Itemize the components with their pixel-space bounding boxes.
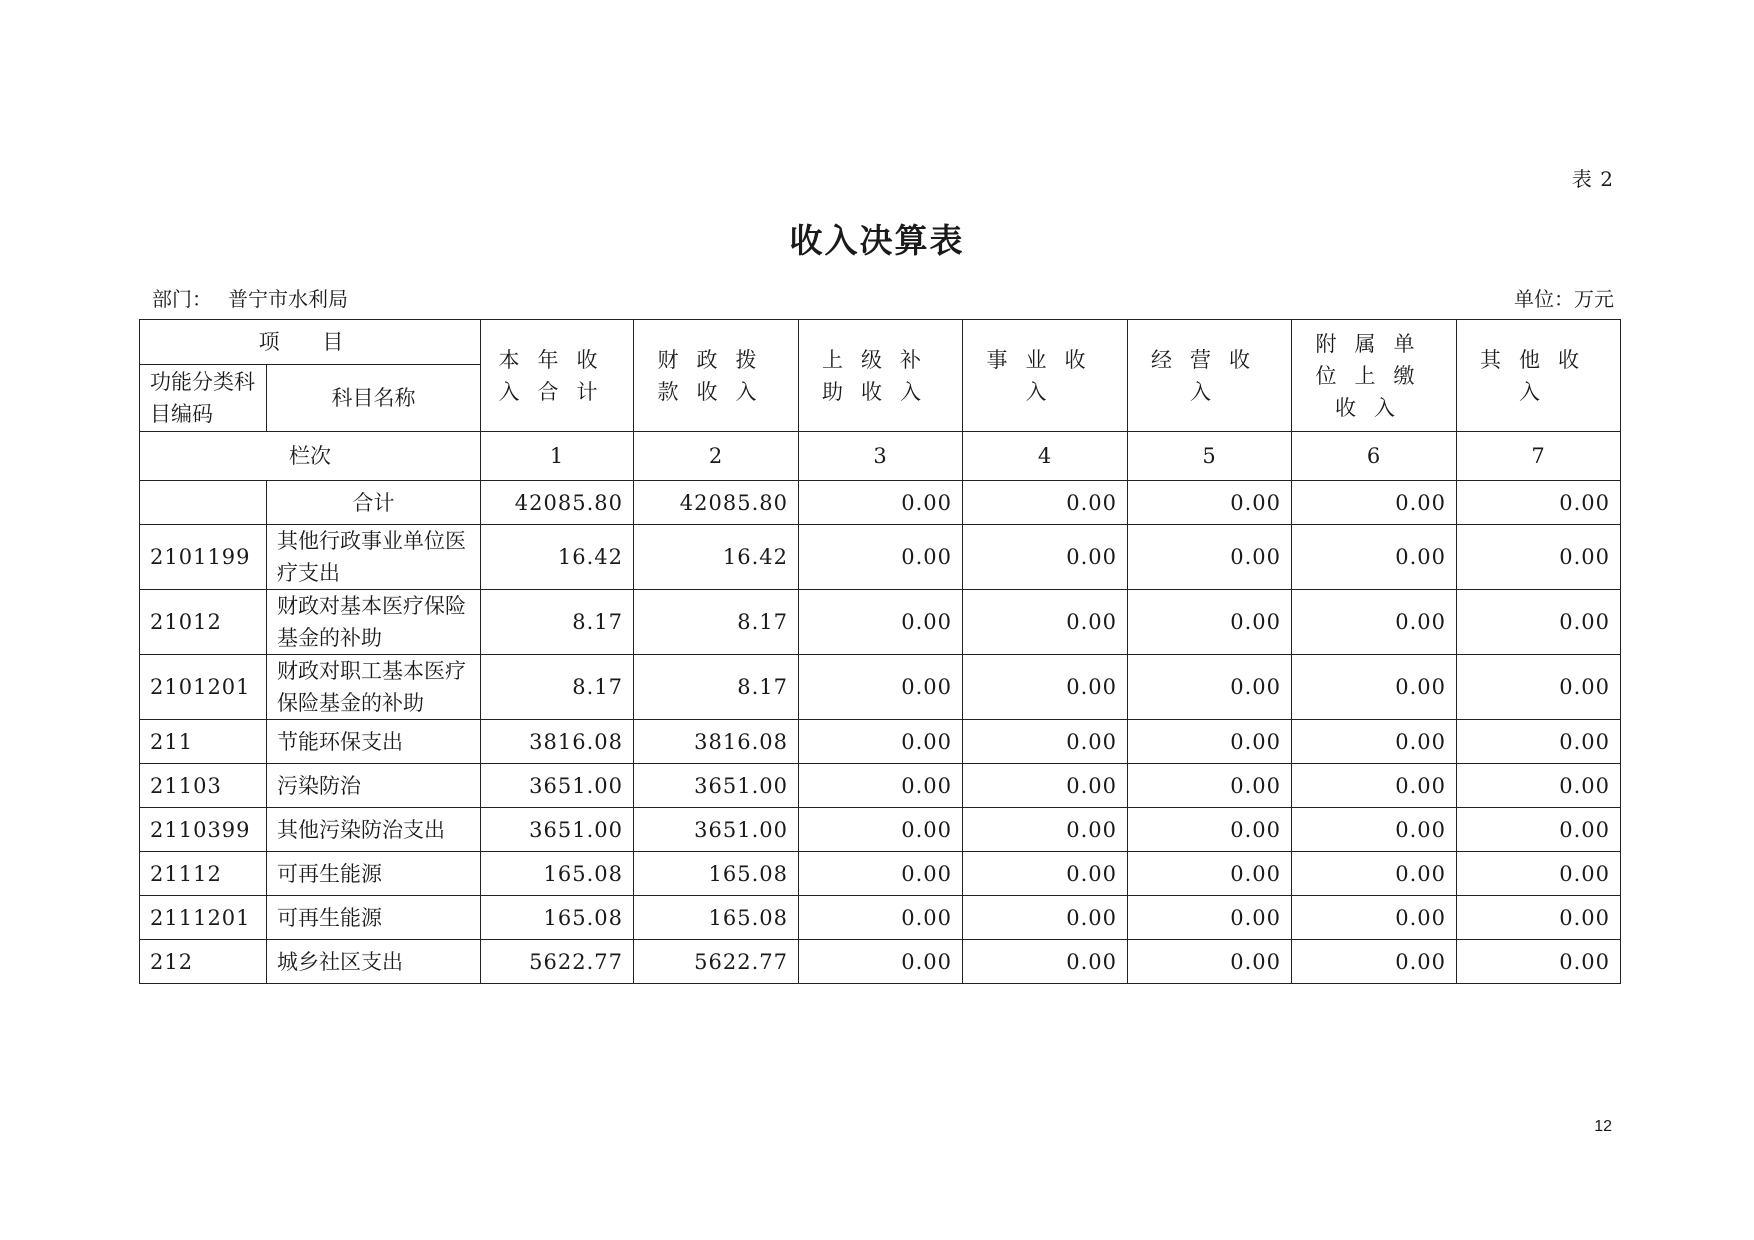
header-total-income: 本年收入合计 <box>481 320 634 432</box>
row-value: 0.00 <box>1457 525 1621 590</box>
row-value: 0.00 <box>799 720 963 764</box>
row-value: 0.00 <box>799 896 963 940</box>
row-value: 0.00 <box>1128 720 1292 764</box>
row-code: 2101201 <box>140 655 267 720</box>
page-number: 12 <box>1594 1118 1612 1135</box>
row-value: 0.00 <box>1128 590 1292 655</box>
row-value: 0.00 <box>1128 852 1292 896</box>
row-code: 2111201 <box>140 896 267 940</box>
row-value: 0.00 <box>1292 655 1457 720</box>
row-code: 2101199 <box>140 525 267 590</box>
row-name: 城乡社区支出 <box>267 940 481 984</box>
row-value: 0.00 <box>1128 764 1292 808</box>
header-code: 功能分类科目编码 <box>140 365 267 432</box>
row-value: 0.00 <box>799 808 963 852</box>
income-final-accounts-table <box>139 319 1621 984</box>
row-value: 0.00 <box>1457 896 1621 940</box>
row-code: 21103 <box>140 764 267 808</box>
header-operating-business-income: 事业收入 <box>963 320 1128 432</box>
row-value: 0.00 <box>1457 720 1621 764</box>
row-code <box>140 481 267 525</box>
row-value: 3651.00 <box>481 808 634 852</box>
row-code: 21012 <box>140 590 267 655</box>
column-index-label: 栏次 <box>140 432 481 481</box>
department-value: 普宁市水利局 <box>228 287 348 311</box>
column-number: 3 <box>799 432 963 481</box>
row-value: 0.00 <box>799 655 963 720</box>
row-code: 21112 <box>140 852 267 896</box>
row-value: 0.00 <box>799 852 963 896</box>
row-value: 16.42 <box>481 525 634 590</box>
header-affiliated-unit-income: 附属单位上缴收入 <box>1292 320 1457 432</box>
row-value: 0.00 <box>1292 852 1457 896</box>
row-value: 0.00 <box>1292 481 1457 525</box>
table-row <box>140 896 1621 940</box>
department-label: 部门： <box>152 287 212 311</box>
row-value: 0.00 <box>963 764 1128 808</box>
table-row <box>140 590 1621 655</box>
row-value: 0.00 <box>1457 481 1621 525</box>
header-superior-subsidy: 上级补助收入 <box>799 320 963 432</box>
page-title: 收入决算表 <box>789 221 965 260</box>
row-value: 0.00 <box>963 940 1128 984</box>
row-value: 5622.77 <box>481 940 634 984</box>
table-row <box>140 808 1621 852</box>
row-value: 0.00 <box>1292 525 1457 590</box>
department-line <box>152 283 348 312</box>
row-name: 财政对基本医疗保险基金的补助 <box>267 590 481 655</box>
row-value: 0.00 <box>1292 808 1457 852</box>
row-value: 0.00 <box>1457 764 1621 808</box>
row-name: 可再生能源 <box>267 852 481 896</box>
row-name: 合计 <box>267 481 481 525</box>
row-value: 0.00 <box>799 764 963 808</box>
row-value: 0.00 <box>963 525 1128 590</box>
column-index-row <box>140 432 1621 481</box>
row-value: 8.17 <box>481 655 634 720</box>
table-row <box>140 764 1621 808</box>
row-value: 0.00 <box>1292 896 1457 940</box>
row-value: 0.00 <box>1292 940 1457 984</box>
row-value: 0.00 <box>963 852 1128 896</box>
row-value: 0.00 <box>1457 940 1621 984</box>
row-name: 污染防治 <box>267 764 481 808</box>
row-name: 其他行政事业单位医疗支出 <box>267 525 481 590</box>
row-value: 0.00 <box>1457 590 1621 655</box>
table-number: 表 2 <box>1571 167 1614 191</box>
row-value: 3651.00 <box>481 764 634 808</box>
row-value: 0.00 <box>799 525 963 590</box>
header-business-income: 经营收入 <box>1128 320 1292 432</box>
row-value: 3651.00 <box>634 764 799 808</box>
row-value: 0.00 <box>963 590 1128 655</box>
row-value: 0.00 <box>1128 940 1292 984</box>
column-number: 5 <box>1128 432 1292 481</box>
header-name: 科目名称 <box>267 365 481 432</box>
row-code: 212 <box>140 940 267 984</box>
table-row <box>140 852 1621 896</box>
row-value: 0.00 <box>1457 852 1621 896</box>
row-value: 42085.80 <box>481 481 634 525</box>
row-value: 0.00 <box>799 940 963 984</box>
column-number: 1 <box>481 432 634 481</box>
row-value: 0.00 <box>1128 896 1292 940</box>
column-number: 7 <box>1457 432 1621 481</box>
header-fiscal-appropriation: 财政拨款收入 <box>634 320 799 432</box>
row-name: 其他污染防治支出 <box>267 808 481 852</box>
row-value: 0.00 <box>1128 655 1292 720</box>
row-value: 0.00 <box>963 481 1128 525</box>
row-value: 3651.00 <box>634 808 799 852</box>
row-value: 165.08 <box>481 852 634 896</box>
row-name: 节能环保支出 <box>267 720 481 764</box>
row-value: 42085.80 <box>634 481 799 525</box>
row-value: 165.08 <box>481 896 634 940</box>
row-value: 0.00 <box>799 590 963 655</box>
row-name: 可再生能源 <box>267 896 481 940</box>
unit-label: 单位：万元 <box>1514 287 1614 311</box>
row-value: 0.00 <box>1292 764 1457 808</box>
row-code: 2110399 <box>140 808 267 852</box>
column-number: 6 <box>1292 432 1457 481</box>
header-row-item <box>140 320 1621 365</box>
table-row <box>140 655 1621 720</box>
row-value: 0.00 <box>1128 481 1292 525</box>
table-row <box>140 720 1621 764</box>
row-value: 0.00 <box>963 896 1128 940</box>
row-value: 0.00 <box>1457 808 1621 852</box>
row-value: 0.00 <box>1457 655 1621 720</box>
row-value: 165.08 <box>634 852 799 896</box>
row-value: 0.00 <box>1292 590 1457 655</box>
row-value: 3816.08 <box>634 720 799 764</box>
row-value: 0.00 <box>963 808 1128 852</box>
column-number: 2 <box>634 432 799 481</box>
row-value: 165.08 <box>634 896 799 940</box>
row-value: 3816.08 <box>481 720 634 764</box>
table-row-total <box>140 481 1621 525</box>
row-value: 8.17 <box>481 590 634 655</box>
table-row <box>140 525 1621 590</box>
header-other-income: 其他收入 <box>1457 320 1621 432</box>
row-value: 0.00 <box>1128 808 1292 852</box>
row-value: 0.00 <box>799 481 963 525</box>
row-value: 0.00 <box>963 655 1128 720</box>
row-code: 211 <box>140 720 267 764</box>
row-value: 5622.77 <box>634 940 799 984</box>
column-number: 4 <box>963 432 1128 481</box>
row-value: 0.00 <box>963 720 1128 764</box>
row-value: 8.17 <box>634 590 799 655</box>
row-value: 8.17 <box>634 655 799 720</box>
row-value: 0.00 <box>1292 720 1457 764</box>
row-value: 16.42 <box>634 525 799 590</box>
row-name: 财政对职工基本医疗保险基金的补助 <box>267 655 481 720</box>
header-item: 项 目 <box>140 320 481 365</box>
row-value: 0.00 <box>1128 525 1292 590</box>
table-row <box>140 940 1621 984</box>
